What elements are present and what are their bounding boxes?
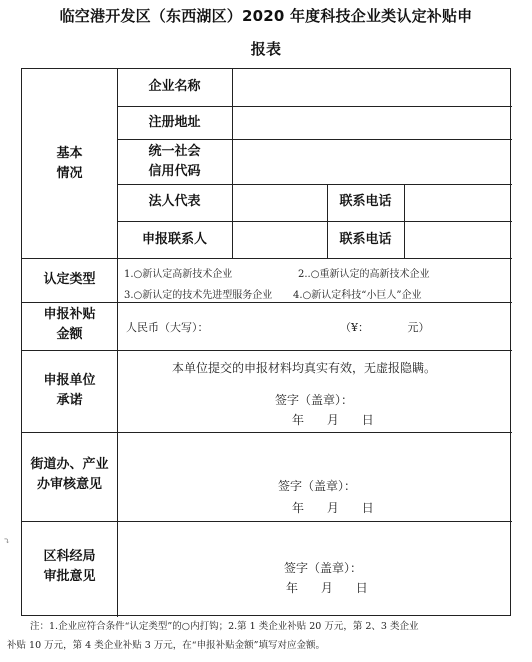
street-review-label: 街道办、产业 办审核意见 (30, 457, 109, 492)
footnote (7, 617, 510, 655)
legal-representative-field[interactable] (238, 193, 322, 213)
registered-address-label: 注册地址 (148, 115, 201, 130)
legal-representative-label: 法人代表 (148, 194, 201, 209)
footnote-line-1: 注：1.企业应符合条件“认定类型”的○内打钩；2.第 1 类企业补贴 20 万元，第 2、3 类企业 (30, 621, 419, 632)
basic-info-section-label: 基本 情况 (56, 146, 83, 181)
promise-label: 申报单位 承诺 (43, 373, 96, 408)
phone-label-1: 联系电话 (339, 194, 392, 209)
district-review-signature[interactable]: 签字（盖章）： (284, 561, 363, 575)
company-name-label: 企业名称 (148, 79, 201, 94)
footnote-line-2: 补贴 10 万元，第 4 类企业补贴 3 万元，在“申报补贴金额”填写对应金额。 (7, 640, 326, 651)
phone-label-2: 联系电话 (339, 232, 392, 247)
district-review-label: 区科经局 审批意见 (43, 549, 96, 584)
form-title-line-2: 报表 (250, 40, 282, 58)
cert-type-option-3[interactable]: 3.○新认定的技术先进型服务企业 (124, 290, 273, 301)
registered-address-field[interactable] (238, 115, 506, 135)
application-form-table (21, 68, 511, 616)
form-title-line-1: 临空港开发区（东西湖区）2020 年度科技企业类认定补贴申 (59, 7, 473, 25)
phone-field-1[interactable] (410, 193, 506, 213)
promise-date[interactable]: 年 月 日 (292, 413, 374, 427)
credit-code-label: 统一社会 信用代码 (148, 144, 201, 179)
street-review-date[interactable]: 年 月 日 (292, 501, 374, 515)
subsidy-rmb-uppercase[interactable]: 人民币（大写）： (126, 321, 209, 334)
cert-type-label: 认定类型 (43, 272, 96, 287)
phone-field-2[interactable] (410, 231, 506, 251)
company-name-field[interactable] (238, 81, 506, 101)
cert-type-option-1[interactable]: 1.○新认定高新技术企业 (124, 269, 233, 280)
promise-signature[interactable]: 签字（盖章）： (275, 393, 354, 407)
margin-mark-icon: ⤵ (3, 537, 11, 547)
subsidy-yen-amount[interactable]: （¥： 元） (340, 321, 430, 334)
contact-person-label: 申报联系人 (141, 232, 207, 247)
contact-person-field[interactable] (238, 231, 322, 251)
subsidy-amount-label: 申报补贴 金额 (43, 307, 96, 342)
cert-type-option-4[interactable]: 4.○新认定科技“小巨人”企业 (293, 290, 422, 301)
street-review-signature[interactable]: 签字（盖章）： (278, 479, 357, 493)
cert-type-option-2[interactable]: 2..○重新认定的高新技术企业 (298, 269, 430, 280)
promise-statement: 本单位提交的申报材料均真实有效，无虚报隐瞒。 (172, 361, 437, 375)
credit-code-field[interactable] (238, 153, 506, 173)
district-review-date[interactable]: 年 月 日 (286, 581, 368, 595)
